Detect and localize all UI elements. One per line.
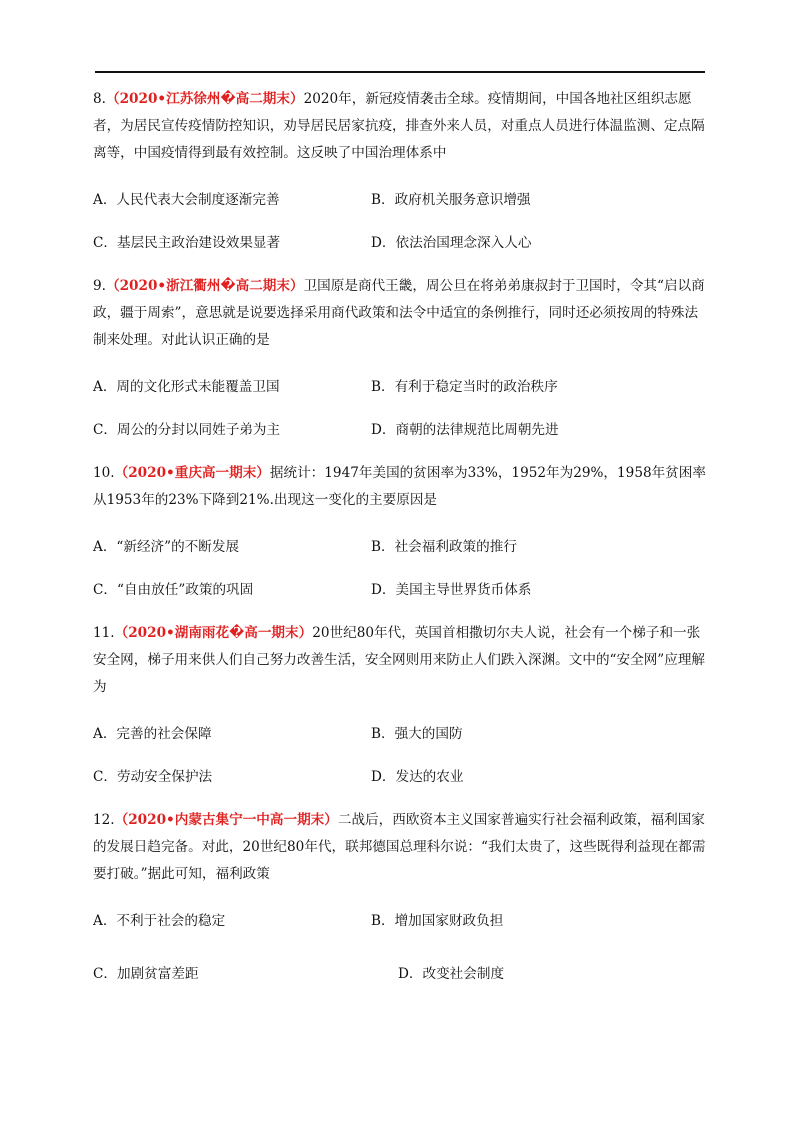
option-d: D．发达的农业 [371, 769, 464, 785]
question-source: （2020•重庆高一期末） [114, 465, 270, 481]
options-row [93, 961, 707, 988]
option-c: C．劳动安全保护法 [93, 769, 213, 785]
header-rule [95, 71, 705, 73]
question-12 [93, 807, 707, 988]
option-d: D．改变社会制度 [398, 966, 505, 982]
options-row [93, 764, 707, 791]
question-12-text [93, 807, 707, 888]
question-source: （2020•湖南雨花�高一期末） [114, 625, 313, 641]
options-row [93, 721, 707, 748]
question-number: 11. [93, 625, 115, 641]
question-number: 12. [93, 812, 115, 828]
option-c: C．加剧贫富差距 [93, 966, 199, 982]
question-11 [93, 620, 707, 791]
option-d: D．美国主导世界货币体系 [371, 582, 532, 598]
options-row [93, 908, 707, 935]
option-a: A．周的文化形式未能覆盖卫国 [93, 379, 280, 395]
question-stem: 据统计：1947年美国的贫困率为33%，1952年为29%，1958年贫困率从1953年的23%下降到21%.出现这一变化的主要原因是 [93, 465, 706, 508]
question-11-text [93, 620, 707, 701]
option-a: A．“新经济”的不断发展 [93, 539, 240, 555]
options-row [93, 534, 707, 561]
options-row [93, 187, 707, 214]
question-9-text [93, 273, 707, 354]
option-a: A．完善的社会保障 [93, 726, 212, 742]
question-8-text [93, 86, 707, 167]
option-a: A．不利于社会的稳定 [93, 913, 226, 929]
option-c: C．基层民主政治建设效果显著 [93, 235, 281, 251]
question-number: 8. [93, 91, 106, 107]
option-d: D．商朝的法律规范比周朝先进 [371, 422, 559, 438]
question-number: 10. [93, 465, 115, 481]
option-a: A．人民代表大会制度逐渐完善 [93, 192, 280, 208]
option-c: C．“自由放任”政策的巩固 [93, 582, 254, 598]
option-b: B．社会福利政策的推行 [371, 539, 517, 555]
option-b: B．有利于稳定当时的政治秩序 [371, 379, 558, 395]
question-9 [93, 273, 707, 444]
question-stem: 2020年，新冠疫情袭击全球。疫情期间，中国各地社区组织志愿者，为居民宣传疫情防控知识，劝导居民居家抗疫，排查外来人员，对重点人员进行体温监测、定点隔离等，中国疫情得到最有效控制。这反映了中国治理体系中 [93, 91, 705, 161]
option-b: B．增加国家财政负担 [371, 913, 504, 929]
question-10-text [93, 460, 707, 514]
options-row [93, 374, 707, 401]
question-stem: 20世纪80年代，英国首相撒切尔夫人说，社会有一个梯子和一张安全网，梯子用来供人们自己努力改善生活，安全网则用来防止人们跌入深渊。文中的“安全网”应理解为 [93, 625, 706, 695]
options-row [93, 417, 707, 444]
question-list [93, 86, 707, 988]
option-d: D．依法治国理念深入人心 [371, 235, 532, 251]
question-stem: 二战后，西欧资本主义国家普遍实行社会福利政策，福利国家的发展日趋完备。对此，20世纪80年代，联邦德国总理科尔说：“我们太贵了，这些既得利益现在都需要打破。”据此可知，福利政策 [93, 812, 706, 882]
options-row [93, 577, 707, 604]
question-stem: 卫国原是商代王畿，周公旦在将弟弟康叔封于卫国时，令其“启以商政，疆于周索”，意思就是说要选择采用商代政策和法令中适宜的条例推行，同时还必须按周的特殊法制来处理。对此认识正确的是 [93, 278, 705, 348]
question-source: （2020•内蒙古集宁一中高一期末） [114, 812, 338, 828]
question-8 [93, 86, 707, 257]
option-b: B．强大的国防 [371, 726, 463, 742]
option-c: C．周公的分封以同姓子弟为主 [93, 422, 281, 438]
question-10 [93, 460, 707, 604]
question-source: （2020•江苏徐州�高二期末） [105, 91, 304, 107]
options-row [93, 230, 707, 257]
option-b: B．政府机关服务意识增强 [371, 192, 531, 208]
question-number: 9. [93, 278, 106, 294]
question-source: （2020•浙江衢州�高二期末） [105, 278, 304, 294]
